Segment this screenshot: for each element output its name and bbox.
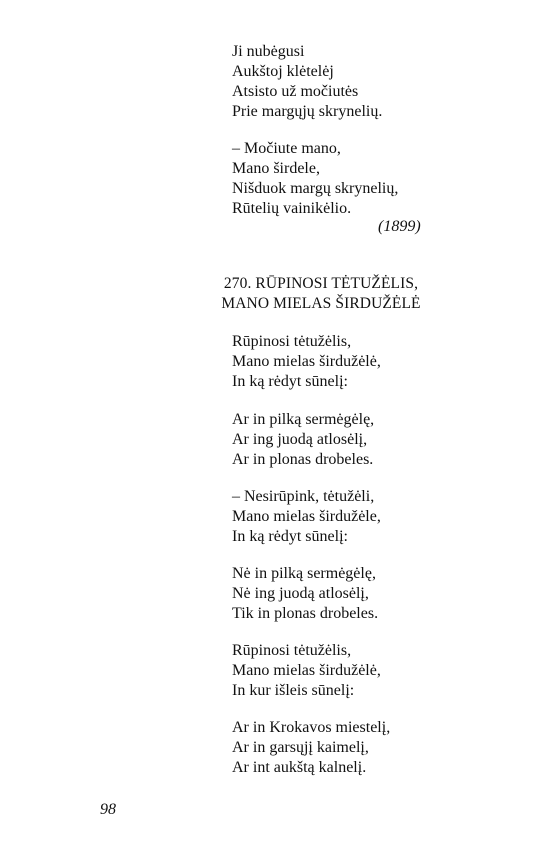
- poem-line: Ar in Krokavos miestelį,: [232, 719, 391, 736]
- poem-line: Ar ing juodą atlosėlį,: [232, 431, 368, 448]
- poem-line: Rūpinosi tėtužėlis,: [232, 333, 352, 350]
- poem-line: Mano mielas širdužėle,: [232, 508, 381, 525]
- poem-line: – Nesirūpink, tėtužėli,: [232, 488, 375, 505]
- poem-line: Nė in pilką sermėgėlę,: [232, 565, 376, 582]
- poem-line: In ką rėdyt sūnelį:: [232, 528, 348, 545]
- prev-poem-line: Rūtelių vainikėlio.: [232, 200, 352, 217]
- prev-poem-line: Ji nubėgusi: [232, 43, 305, 60]
- poem-title-line2: MANO MIELAS ŠIRDUŽĖLĖ: [221, 295, 421, 312]
- poem-line: Mano mielas širdužėlė,: [232, 353, 381, 370]
- poem-line: Ar int aukštą kalnelį.: [232, 759, 367, 776]
- poem-line: Mano mielas širdužėlė,: [232, 662, 381, 679]
- prev-poem-line: Nišduok margų skrynelių,: [232, 180, 399, 197]
- prev-poem-line: Prie margųjų skrynelių.: [232, 103, 383, 120]
- poem-line: Tik in plonas drobeles.: [232, 605, 379, 622]
- poem-line: Ar in garsųjį kaimelį,: [232, 739, 369, 756]
- poem-line: Rūpinosi tėtužėlis,: [232, 642, 352, 659]
- prev-poem-line: Atsisto už močiutės: [232, 83, 359, 100]
- prev-poem-line: Aukštoj klėtelėj: [232, 63, 334, 80]
- prev-poem-line: Mano širdele,: [232, 160, 320, 177]
- poem-line: Nė ing juodą atlosėlį,: [232, 585, 369, 602]
- poem-line: Ar in pilką sermėgėlę,: [232, 411, 375, 428]
- poem-year: (1899): [378, 218, 421, 235]
- poem-line: Ar in plonas drobeles.: [232, 451, 374, 468]
- poem-line: In ką rėdyt sūnelį:: [232, 373, 348, 390]
- poem-line: In kur išleis sūnelį:: [232, 682, 355, 699]
- poem-title-line1: 270. RŪPINOSI TĖTUŽĖLIS,: [223, 275, 419, 292]
- page-number: 98: [100, 801, 116, 818]
- prev-poem-line: – Močiute mano,: [232, 140, 341, 157]
